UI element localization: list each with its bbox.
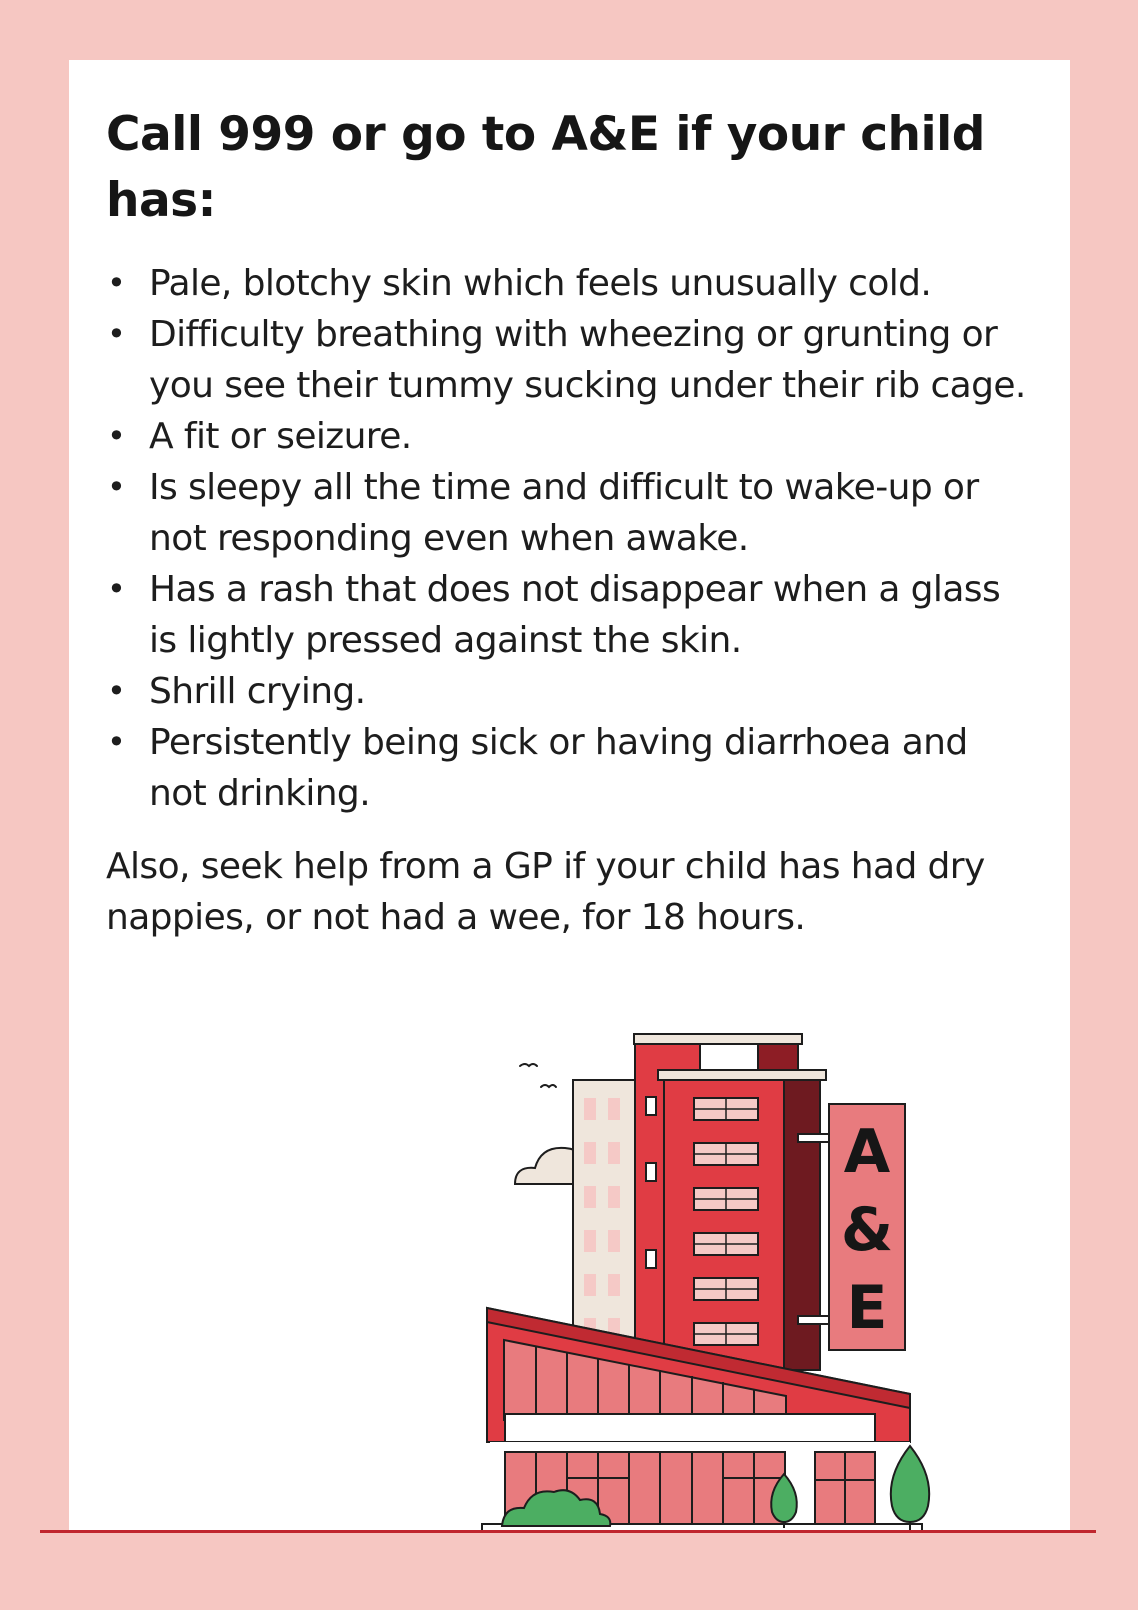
list-item: • Difficulty breathing with wheezing or grunting or you see their tummy sucking under their rib cage.: [106, 309, 1026, 411]
list-item: • Pale, blotchy skin which feels unusually cold.: [106, 258, 1026, 309]
sign-letter-e: E: [846, 1273, 888, 1343]
bird-icon: [520, 1064, 556, 1087]
sign-letter-a: A: [843, 1117, 891, 1187]
page-title: Call 999 or go to A&E if your child has:: [106, 107, 985, 228]
list-item: • Is sleepy all the time and difficult to wake-up or not responding even when awake.: [106, 462, 1026, 564]
list-item: • A fit or seizure.: [106, 411, 1026, 462]
back-tower: [573, 1080, 643, 1350]
hospital-illustration: [0, 1000, 1138, 1560]
symptom-list: [106, 258, 1026, 819]
card-content: [106, 102, 1026, 943]
ground-line: [40, 1530, 1096, 1533]
list-item: • Has a rash that does not disappear when a glass is lightly pressed against the skin.: [106, 564, 1026, 666]
gp-note: Also, seek help from a GP if your child has had dry nappies, or not had a wee, for 18 hours.: [106, 846, 985, 938]
list-item: • Persistently being sick or having diarrhoea and not drinking.: [106, 717, 1026, 819]
sign-letter-ampersand: &: [840, 1195, 894, 1265]
list-item: • Shrill crying.: [106, 666, 1026, 717]
